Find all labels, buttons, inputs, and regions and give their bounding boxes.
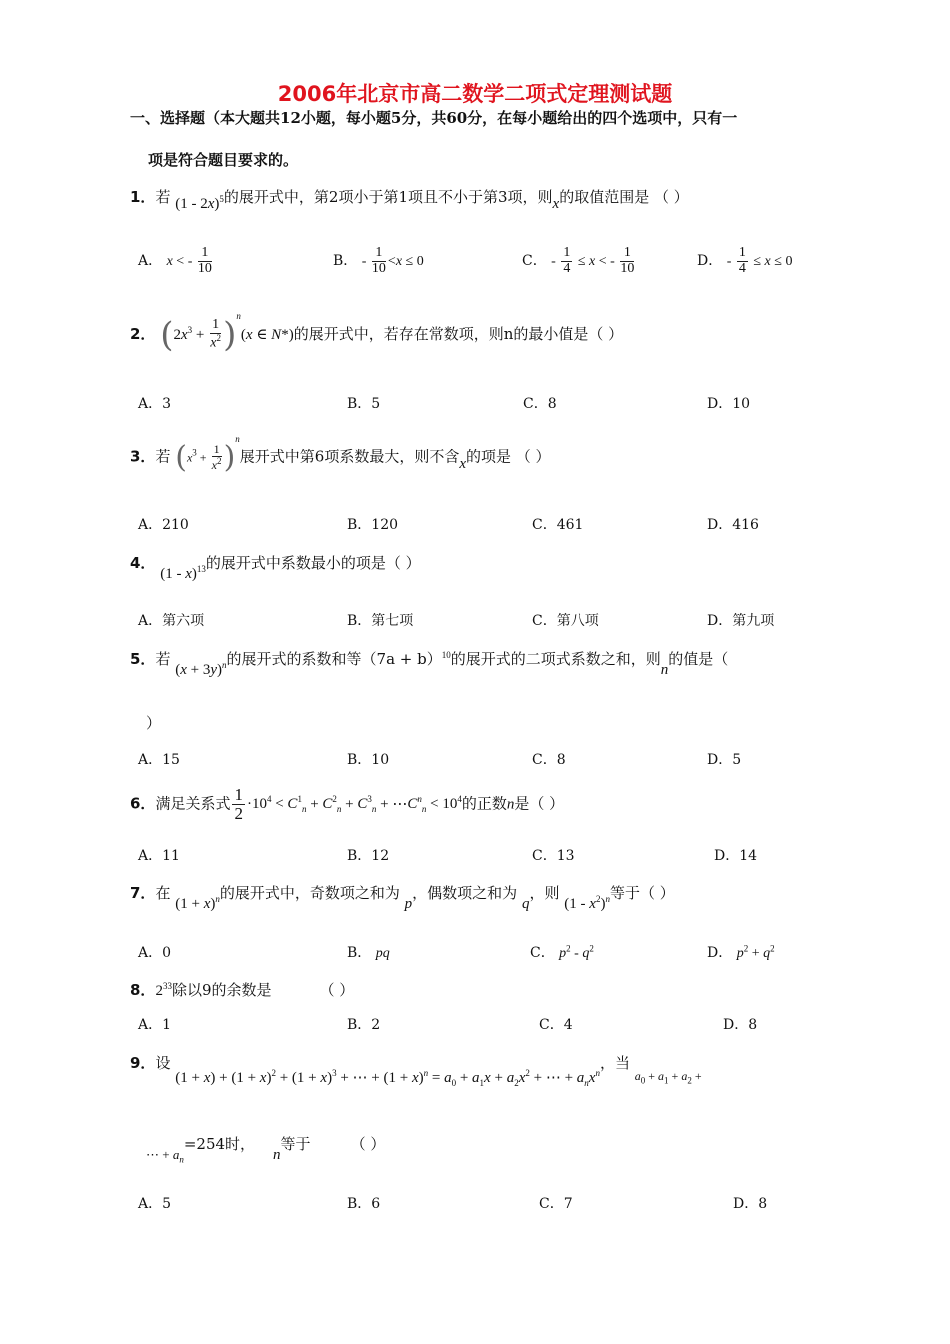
option-b[interactable]: B． - $\frac{1}{10}$ <x ≤ 0 xyxy=(333,245,424,276)
question-number: 3． xyxy=(130,447,156,466)
option-d[interactable]: D．8 xyxy=(723,1017,758,1033)
formula: (1 - 2x)$^5$ xyxy=(175,194,224,212)
option-c[interactable]: C． - $\frac{1}{4}$ ≤ x < - $\frac{1}{10}$ xyxy=(522,245,635,276)
option-d[interactable]: D．5 xyxy=(707,752,742,768)
option-c[interactable]: C．8 xyxy=(523,396,557,412)
option-d[interactable]: D．8 xyxy=(733,1196,768,1212)
option-a[interactable]: A． x < - $\frac{1}{10}$ xyxy=(138,245,212,276)
option-a[interactable]: A．0 xyxy=(138,945,172,961)
question-number: 9． xyxy=(130,1054,156,1072)
question-9: 9．设 $(1 + x) + (1 + x)^2 + (1 + x)^3$ + ⋯ + $(1 + x)^n = a_0 + a_1x + a_2x^2$ + ⋯ + $a_nx^n$，当 $_{a_0 + a_1 + a_2 +}$ xyxy=(130,1054,702,1088)
option-d[interactable]: D． - $\frac{1}{4}$ ≤ x ≤ 0 xyxy=(697,245,793,276)
option-a[interactable]: A．1 xyxy=(138,1017,172,1033)
option-c[interactable]: C．461 xyxy=(532,517,584,533)
option-c[interactable]: C．7 xyxy=(539,1196,573,1212)
option-a[interactable]: A．11 xyxy=(138,848,180,864)
question-number: 2． xyxy=(130,325,156,343)
option-d[interactable]: D．10 xyxy=(707,396,751,412)
option-a[interactable]: A．5 xyxy=(138,1196,172,1212)
option-b[interactable]: B．10 xyxy=(347,752,390,768)
option-b[interactable]: B．5 xyxy=(347,396,381,412)
option-d[interactable]: D．416 xyxy=(707,517,759,533)
question-5: 5．若 $(x + 3y)^n$的展开式的系数和等$(7a + b)^{10}$的展开式的二项式系数之和，则n的值是（ xyxy=(130,650,729,678)
option-b[interactable]: B．2 xyxy=(347,1017,381,1033)
option-b[interactable]: B．120 xyxy=(347,517,399,533)
question-3: 3．若 ($x^3$ + $\frac{1}{x^2}$ )$^n$展开式中第6项系数最大，则不含x的项是 （ ） xyxy=(130,433,551,475)
option-c[interactable]: C．第八项 xyxy=(532,613,599,629)
option-a[interactable]: A．第六项 xyxy=(138,613,205,629)
option-b[interactable]: B．第七项 xyxy=(347,613,414,629)
question-9-continuation: ⋯ + $a_n=254$时，n等于 （ ） xyxy=(146,1135,386,1165)
question-4: 4． (1 - x)$^{13}$的展开式中系数最小的项是（ ） xyxy=(130,554,421,582)
question-5-continuation: ） xyxy=(146,714,162,732)
question-number: 8． xyxy=(130,981,156,999)
question-7: 7．在 $(1 + x)^n$的展开式中，奇数项之和为 p，偶数项之和为 q，则 $(1 - x^2)^n$等于（ ） xyxy=(130,884,675,912)
question-number: 7． xyxy=(130,884,156,902)
option-d[interactable]: D． $p^2 + q^2$ xyxy=(707,943,775,961)
option-a[interactable]: A．15 xyxy=(138,752,180,768)
option-c[interactable]: C．4 xyxy=(539,1017,573,1033)
page-title: 2006年北京市高二数学二项式定理测试题 xyxy=(277,82,673,106)
option-a[interactable]: A．210 xyxy=(138,517,189,533)
question-number: 4． xyxy=(130,554,156,572)
option-c[interactable]: C． $p^2 - q^2$ xyxy=(530,943,594,961)
question-number: 5． xyxy=(130,650,156,668)
option-c[interactable]: C．8 xyxy=(532,752,566,768)
option-d[interactable]: D．第九项 xyxy=(707,613,775,629)
question-1: 1．若 (1 - 2x)$^5$的展开式中，第2项小于第1项且不小于第3项，则x的取值范围是 （ ） xyxy=(130,188,689,212)
question-number: 1． xyxy=(130,188,156,206)
section-intro-line2: 项是符合题目要求的。 xyxy=(148,151,299,169)
option-b[interactable]: B．6 xyxy=(347,1196,381,1212)
option-d[interactable]: D．14 xyxy=(714,848,758,864)
option-b[interactable]: B． pq xyxy=(347,945,390,961)
question-2: 2． ($2x^3$ + $\frac{1}{x^2}$ )$^n$(x ∈ N*)的展开式中，若存在常数项，则n的最小值是（ ） xyxy=(130,311,624,355)
question-number: 6． xyxy=(130,794,156,813)
option-c[interactable]: C．13 xyxy=(532,848,575,864)
section-intro-line1: 一、选择题（本大题共12小题，每小题5分，共60分，在每小题给出的四个选项中，只有一 xyxy=(130,109,738,127)
option-a[interactable]: A．3 xyxy=(138,396,172,412)
question-8: 8．$2^{33}$除以9的余数是 （ ） xyxy=(130,981,355,999)
option-b[interactable]: B．12 xyxy=(347,848,390,864)
question-6: 6．满足关系式 $\frac{1}{2}$ $\cdot 10^4 < C^1_n + C^2_n + C^3_n$ + $\cdots C^n_n < 10^4$的正数n是（ ） xyxy=(130,785,565,823)
